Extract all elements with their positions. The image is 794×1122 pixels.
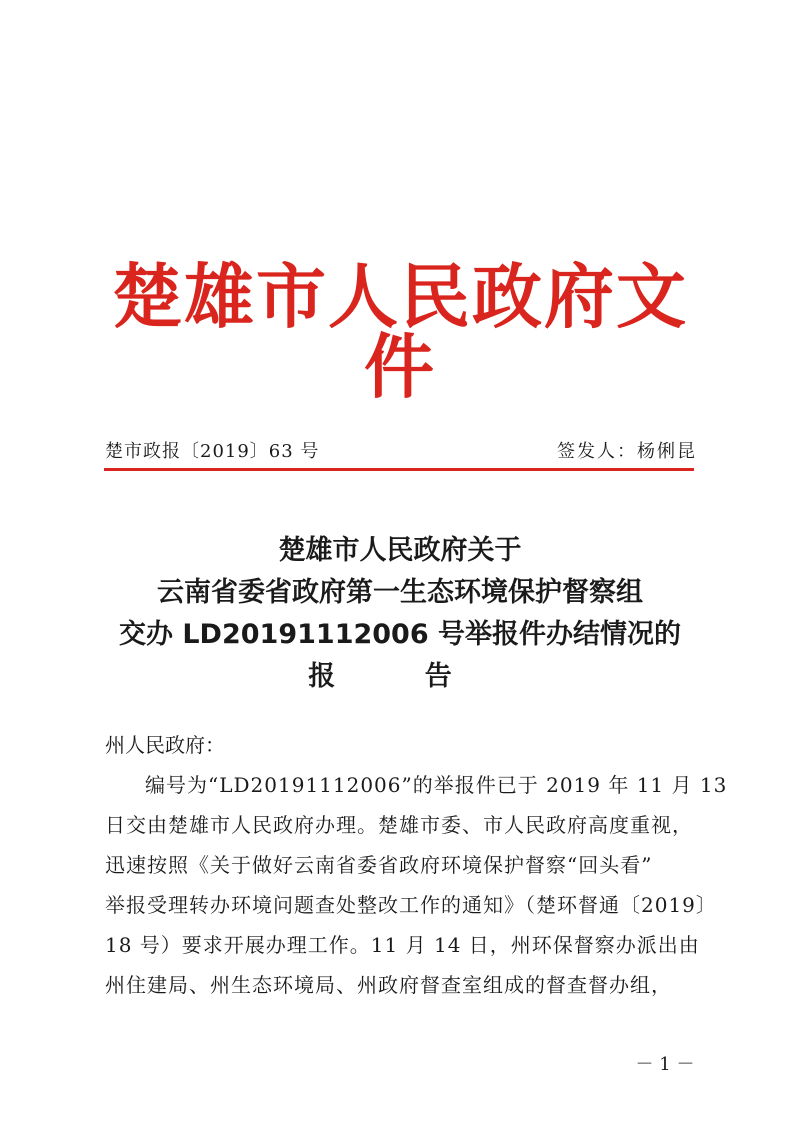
paragraph-line: 举报受理转办环境问题查处整改工作的通知》（楚环督通〔2019〕 bbox=[105, 893, 717, 917]
red-divider-line bbox=[104, 468, 694, 471]
masthead-title: 楚雄市人民政府文件 bbox=[112, 255, 688, 408]
document-number: 楚市政报〔2019〕63 号 bbox=[105, 441, 320, 462]
body-text bbox=[105, 725, 728, 1005]
paragraph-line: 日交由楚雄市人民政府办理。楚雄市委、市人民政府高度重视， bbox=[105, 813, 693, 837]
title-line-3: 交办 LD20191112006 号举报件办结情况的 bbox=[118, 619, 682, 650]
report-title bbox=[80, 530, 720, 698]
title-line-4: 报 告 bbox=[308, 661, 492, 692]
signer: 签发人：杨俐昆 bbox=[557, 441, 697, 462]
salutation: 州人民政府： bbox=[105, 733, 225, 757]
title-line-2: 云南省委省政府第一生态环境保护督察组 bbox=[157, 577, 643, 608]
paragraph-line: 迅速按照《关于做好云南省委省政府环境保护督察“回头看” bbox=[105, 853, 653, 877]
paragraph-line: 编号为“LD20191112006”的举报件已于 2019 年 11 月 13 bbox=[145, 773, 728, 797]
page-number: － 1 － bbox=[635, 1054, 695, 1075]
title-line-1: 楚雄市人民政府关于 bbox=[278, 535, 522, 566]
paragraph-line: 18 号）要求开展办理工作。11 月 14 日，州环保督察办派出由 bbox=[105, 933, 700, 957]
paragraph-line: 州住建局、州生态环境局、州政府督查室组成的督查督办组， bbox=[105, 973, 672, 997]
